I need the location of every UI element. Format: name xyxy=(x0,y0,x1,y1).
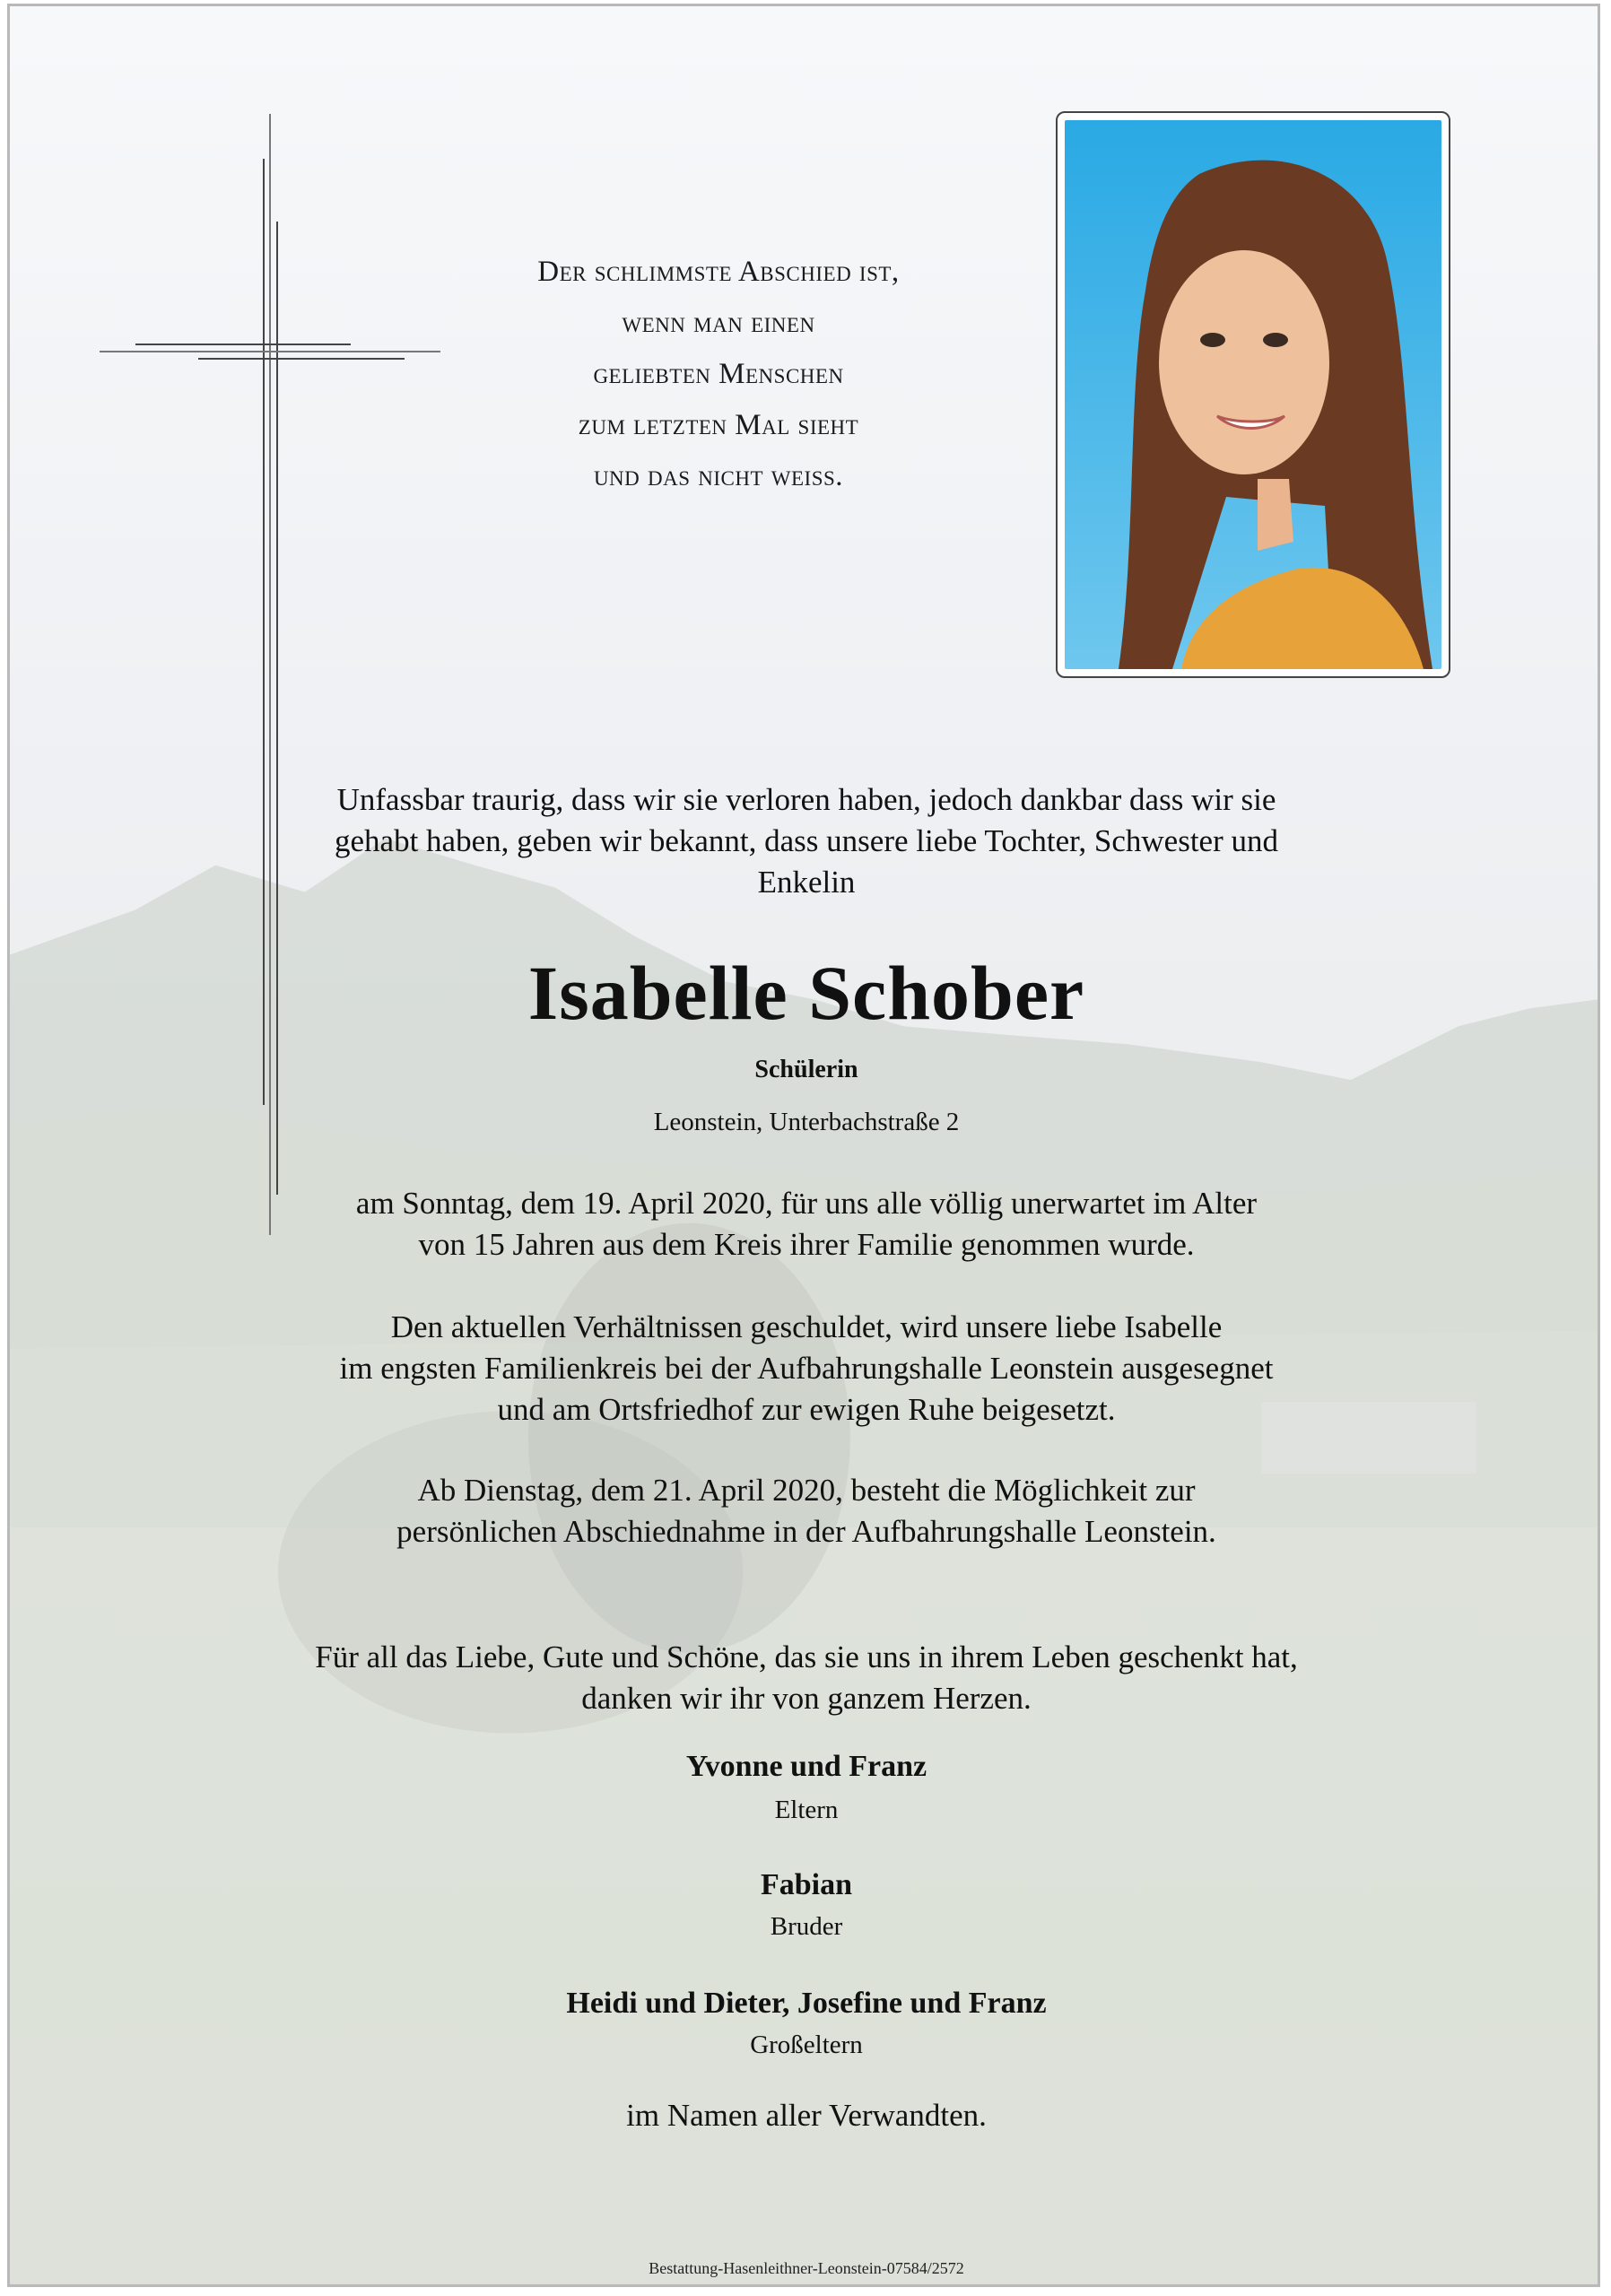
intro-text xyxy=(10,779,1600,903)
portrait-photo xyxy=(1065,120,1441,669)
mourner-relation: Großeltern xyxy=(750,2031,863,2059)
memorial-quote xyxy=(405,247,1032,502)
mourner-names: Heidi und Dieter, Josefine und Franz xyxy=(566,1987,1047,2020)
paragraph-line: Den aktuellen Verhältnissen geschuldet, wird unsere liebe Isabelle xyxy=(390,1309,1223,1344)
paragraph-line: persönlichen Abschiednahme in der Aufbahrungshalle Leonstein. xyxy=(396,1514,1216,1549)
mourner-names: Yvonne und Franz xyxy=(685,1750,927,1783)
funeral-home-footer: Bestattung-Hasenleithner-Leonstein-07584/2572 xyxy=(649,2259,964,2277)
death-paragraph xyxy=(10,1183,1600,1265)
paragraph-line: im engsten Familienkreis bei der Aufbahrungshalle Leonstein ausgesegnet xyxy=(339,1351,1274,1386)
closing-line: im Namen aller Verwandten. xyxy=(626,2098,987,2133)
farewell-paragraph xyxy=(10,1470,1600,1552)
paragraph-line: von 15 Jahren aus dem Kreis ihrer Familie genommen wurde. xyxy=(418,1227,1195,1262)
quote-line: zum letzten Mal sieht xyxy=(578,409,859,441)
paragraph-line: danken wir ihr von ganzem Herzen. xyxy=(581,1681,1032,1716)
quote-line: und das nicht weiss. xyxy=(593,460,844,492)
intro-line: gehabt haben, geben wir bekannt, dass unsere liebe Tochter, Schwester und xyxy=(335,823,1278,858)
paragraph-line: und am Ortsfriedhof zur ewigen Ruhe beigesetzt. xyxy=(497,1392,1116,1427)
burial-paragraph xyxy=(10,1307,1600,1431)
paragraph-line: Für all das Liebe, Gute und Schöne, das sie uns in ihrem Leben geschenkt hat, xyxy=(315,1639,1298,1674)
deceased-address: Leonstein, Unterbachstraße 2 xyxy=(653,1108,960,1136)
intro-line: Unfassbar traurig, dass wir sie verloren haben, jedoch dankbar dass wir sie xyxy=(336,782,1276,817)
mourner-names: Fabian xyxy=(760,1868,853,1901)
deceased-name: Isabelle Schober xyxy=(527,950,1085,1036)
mourner-relation: Eltern xyxy=(774,1796,839,1824)
quote-line: wenn man einen xyxy=(622,307,815,339)
paragraph-line: am Sonntag, dem 19. April 2020, für uns alle völlig unerwartet im Alter xyxy=(355,1186,1258,1221)
intro-line: Enkelin xyxy=(757,865,856,900)
deceased-occupation: Schülerin xyxy=(754,1056,858,1083)
mourner-relation: Bruder xyxy=(770,1912,843,1941)
portrait-frame xyxy=(1056,111,1450,678)
quote-line: geliebten Menschen xyxy=(593,358,844,390)
obituary-page xyxy=(7,4,1600,2287)
quote-line: Der schlimmste Abschied ist, xyxy=(537,256,900,288)
thanks-paragraph xyxy=(10,1637,1600,1719)
paragraph-line: Ab Dienstag, dem 21. April 2020, besteht die Möglichkeit zur xyxy=(417,1473,1196,1508)
